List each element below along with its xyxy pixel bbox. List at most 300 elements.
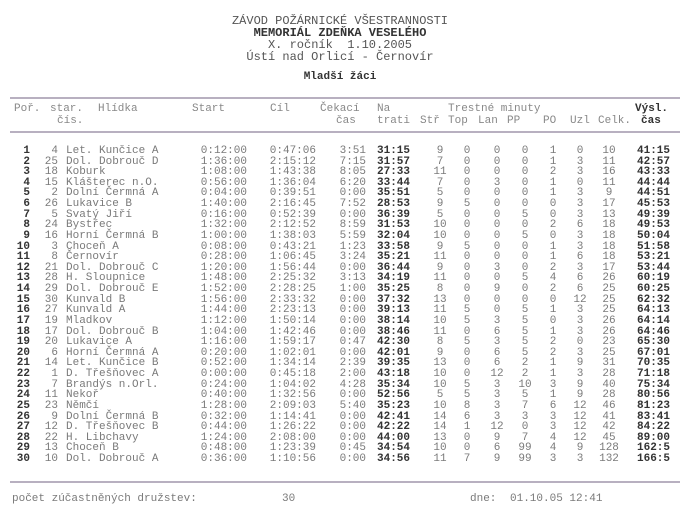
track-time: 35:51 [377,187,411,200]
team-name: Kunvald A [66,304,126,317]
col-na: Na [377,103,391,115]
finish-time: 1:34:14 [269,357,316,370]
penalty-top: 8 [463,399,471,412]
waiting-time: 0:00 [339,293,366,306]
start-number: 10 [44,452,58,465]
track-time: 38:14 [377,314,411,327]
finish-time: 1:06:45 [269,251,316,264]
start-time: 1:04:00 [200,325,247,338]
waiting-time: 2:39 [339,357,366,370]
result-time: 89:00 [637,431,671,444]
track-time: 27:33 [377,166,411,179]
track-time: 37:32 [377,293,411,306]
track-time: 38:46 [377,325,411,338]
penalty-lan: 6 [493,357,501,370]
penalty-pp: 7 [521,431,529,444]
col-pp: PP [507,115,521,127]
penalty-lan: 0 [493,166,501,179]
penalty-uzl: 9 [576,442,584,455]
col-str: Stř [420,115,440,127]
finish-time: 1:02:01 [269,346,316,359]
start-time: 0:36:00 [200,452,247,465]
penalty-po: 0 [549,314,557,327]
team-name: Klášterec n.O. [66,176,159,189]
penalty-str: 5 [436,389,444,402]
col-star: star. [50,103,84,115]
penalty-total: 9 [605,187,613,200]
waiting-time: 3:24 [339,251,366,264]
waiting-time: 0:00 [339,208,366,221]
finish-time: 1:32:56 [269,389,316,402]
penalty-po: 2 [549,283,557,296]
track-time: 43:18 [377,368,411,381]
result-time: 64:46 [637,325,671,338]
start-number: 21 [44,261,58,274]
rank: 9 [23,229,30,242]
rank: 2 [23,155,30,168]
penalty-uzl: 3 [576,155,584,168]
start-time: 1:28:00 [200,399,247,412]
rank: 17 [16,314,30,327]
team-name: Lukavice A [66,336,133,349]
penalty-top: 5 [463,240,471,253]
result-time: 43:33 [637,166,671,179]
penalty-total: 18 [602,240,616,253]
team-name: Koburk [66,166,106,179]
start-time: 0:04:00 [200,187,247,200]
finish-time: 0:52:39 [269,208,316,221]
result-time: 62:32 [637,293,671,306]
start-time: 1:32:00 [200,219,247,232]
team-name: Horní Čermná A [66,346,159,359]
track-time: 32:04 [377,229,411,242]
penalty-str: 9 [436,240,444,253]
penalty-str: 9 [436,346,444,359]
penalty-lan: 3 [493,399,501,412]
waiting-time: 8:05 [339,166,366,179]
penalty-str: 13 [433,357,447,370]
penalty-top: 0 [463,166,471,179]
penalty-po: 1 [549,155,557,168]
col-por: Poř. [14,103,41,115]
start-time: 1:00:00 [200,229,247,242]
penalty-total: 46 [602,399,616,412]
team-name: Dolní Čermná A [66,187,159,200]
penalty-top: 7 [463,452,471,465]
penalty-pp: 5 [521,272,529,285]
penalty-str: 11 [433,272,447,285]
penalty-top: 0 [463,219,471,232]
penalty-total: 25 [602,346,616,359]
penalty-str: 10 [433,229,447,242]
penalty-str: 10 [433,378,447,391]
finish-time: 1:59:17 [269,336,316,349]
penalty-total: 26 [602,314,616,327]
penalty-total: 42 [602,421,616,434]
penalty-str: 14 [433,410,447,423]
waiting-time: 0:47 [339,336,366,349]
finish-time: 1:26:22 [269,421,316,434]
penalty-uzl: 0 [576,336,584,349]
track-time: 52:56 [377,389,411,402]
result-time: 44:51 [637,187,671,200]
start-number: 1 [51,368,58,381]
penalty-pp: 0 [521,219,529,232]
penalty-str: 10 [433,399,447,412]
waiting-time: 0:00 [339,187,366,200]
penalty-str: 11 [433,452,447,465]
track-time: 39:35 [377,357,411,370]
penalty-lan: 0 [493,240,501,253]
penalty-pp: 5 [521,336,529,349]
result-time: 60:19 [637,272,671,285]
penalty-total: 23 [602,336,616,349]
penalty-total: 17 [602,261,616,274]
start-time: 1:44:00 [200,304,247,317]
start-number: 2 [51,187,58,200]
penalty-top: 0 [463,261,471,274]
rank: 26 [16,410,30,423]
start-time: 1:08:00 [200,166,247,179]
start-number: 30 [44,293,58,306]
penalty-pp: 5 [521,314,529,327]
team-name: H. Sloupnice [66,272,146,285]
finish-time: 1:56:44 [269,261,316,274]
team-name: Brandýs n.Orl. [66,378,159,391]
penalty-str: 5 [436,187,444,200]
penalty-total: 10 [602,145,616,157]
rank: 21 [16,357,30,370]
result-time: 51:58 [637,240,671,253]
penalty-lan: 0 [493,304,501,317]
penalty-uzl: 3 [576,208,584,221]
col-start: Start [192,103,226,115]
start-number: 5 [51,208,58,221]
result-time: 166:5 [637,452,671,465]
result-time: 53:44 [637,261,671,274]
penalty-total: 31 [602,357,616,370]
waiting-time: 5:40 [339,399,366,412]
track-time: 33:58 [377,240,411,253]
finish-time: 2:33:32 [269,293,316,306]
waiting-time: 2:00 [339,368,366,381]
start-number: 18 [44,166,58,179]
penalty-po: 2 [549,261,557,274]
header-bottom-rule [10,131,680,133]
finish-time: 0:43:21 [269,240,316,253]
penalty-uzl: 3 [576,240,584,253]
result-time: 83:41 [637,410,671,423]
penalty-uzl: 9 [576,389,584,402]
result-time: 64:14 [637,314,671,327]
penalty-lan: 0 [493,293,501,306]
penalty-uzl: 12 [573,431,587,444]
rank: 8 [23,219,30,232]
penalty-po: 1 [549,368,557,381]
col-hlidka: Hlídka [98,103,138,115]
rank: 3 [23,166,30,179]
penalty-lan: 3 [493,314,501,327]
penalty-po: 2 [549,336,557,349]
start-number: 8 [51,251,58,264]
finish-time: 2:12:52 [269,219,316,232]
penalty-po: 4 [549,431,557,444]
track-time: 34:54 [377,442,411,455]
penalty-po: 1 [549,145,557,157]
penalty-uzl: 3 [576,187,584,200]
penalty-po: 3 [549,421,557,434]
penalty-top: 5 [463,336,471,349]
penalty-pp: 10 [518,378,532,391]
penalty-str: 13 [433,293,447,306]
penalty-total: 11 [602,176,616,189]
track-time: 39:13 [377,304,411,317]
start-number: 12 [44,421,58,434]
rank: 20 [16,346,30,359]
team-name: Dol. Dobrouč E [66,283,159,296]
penalty-uzl: 9 [576,378,584,391]
penalty-po: 2 [549,219,557,232]
start-time: 1:52:00 [200,283,247,296]
waiting-time: 3:13 [339,272,366,285]
team-name: Černovír [66,251,119,264]
penalty-lan: 0 [493,272,501,285]
penalty-lan: 3 [493,389,501,402]
col-vysl: Výsl. [635,103,669,115]
penalty-uzl: 12 [573,399,587,412]
penalty-str: 10 [433,442,447,455]
start-number: 14 [44,357,58,370]
finish-time: 2:16:45 [269,198,316,211]
penalty-uzl: 3 [576,304,584,317]
penalty-pp: 0 [521,187,529,200]
penalty-top: 0 [463,293,471,306]
penalty-str: 10 [433,219,447,232]
penalty-top: 0 [463,229,471,242]
col-cekaci: Čekací [320,103,360,115]
col-uzl: Uzl [570,115,590,127]
track-time: 31:53 [377,219,411,232]
penalty-str: 11 [433,166,447,179]
start-time: 0:24:00 [200,378,247,391]
waiting-time: 0:00 [339,431,366,444]
waiting-time: 0:00 [339,389,366,402]
waiting-time: 0:00 [339,452,366,465]
waiting-time: 1:00 [339,283,366,296]
team-name: Mladkov [66,314,113,327]
start-time: 1:48:00 [200,272,247,285]
penalty-top: 0 [463,208,471,221]
penalty-lan: 3 [493,378,501,391]
penalty-lan: 6 [493,442,501,455]
penalty-pp: 7 [521,399,529,412]
col-top: Top [448,115,468,127]
penalty-pp: 2 [521,357,529,370]
waiting-time: 0:00 [339,304,366,317]
waiting-time: 7:15 [339,155,366,168]
rank: 30 [16,452,30,465]
track-time: 31:15 [377,145,411,157]
result-time: 84:22 [637,421,671,434]
start-number: 27 [44,304,58,317]
penalty-po: 4 [549,272,557,285]
track-time: 35:25 [377,283,411,296]
penalty-pp: 0 [521,145,529,157]
waiting-time: 0:00 [339,410,366,423]
penalty-lan: 3 [493,410,501,423]
penalty-lan: 12 [490,368,504,381]
penalty-top: 0 [463,187,471,200]
penalty-total: 28 [602,368,616,381]
start-time: 1:16:00 [200,336,247,349]
penalty-lan: 0 [493,145,501,157]
penalty-po: 1 [549,251,557,264]
track-time: 42:30 [377,336,411,349]
result-time: 71:18 [637,368,671,381]
start-time: 1:24:00 [200,431,247,444]
start-time: 0:12:00 [200,145,247,157]
start-number: 23 [44,399,58,412]
penalty-top: 5 [463,378,471,391]
result-time: 42:57 [637,155,671,168]
rank: 1 [23,145,30,157]
waiting-time: 5:59 [339,229,366,242]
rank: 13 [16,272,30,285]
penalty-top: 0 [463,431,471,444]
start-time: 0:16:00 [200,208,247,221]
penalty-uzl: 6 [576,251,584,264]
finish-time: 1:50:14 [269,314,316,327]
penalty-top: 5 [463,314,471,327]
penalty-uzl: 12 [573,421,587,434]
penalty-pp: 0 [521,176,529,189]
penalty-total: 25 [602,304,616,317]
start-time: 1:40:00 [200,198,247,211]
penalty-pp: 5 [521,389,529,402]
track-time: 33:44 [377,176,411,189]
start-time: 0:00:00 [200,368,247,381]
penalty-lan: 3 [493,261,501,274]
start-number: 19 [44,314,58,327]
result-time: 75:34 [637,378,671,391]
start-time: 0:28:00 [200,251,247,264]
col-na-trati: trati [377,115,411,127]
finish-time: 0:45:18 [269,368,316,381]
rank: 27 [16,421,30,434]
penalty-uzl: 3 [576,198,584,211]
finish-time: 2:09:03 [269,399,316,412]
team-name: Horní Čermná B [66,229,159,242]
start-time: 0:52:00 [200,357,247,370]
rank: 15 [16,293,30,306]
penalty-pp: 99 [518,452,532,465]
penalty-top: 0 [463,346,471,359]
rank: 11 [16,251,30,264]
waiting-time: 6:20 [339,176,366,189]
penalty-total: 26 [602,325,616,338]
penalty-top: 5 [463,198,471,211]
penalty-uzl: 3 [576,261,584,274]
penalty-po: 3 [549,410,557,423]
start-number: 13 [44,442,58,455]
penalty-top: 0 [463,176,471,189]
penalty-uzl: 6 [576,219,584,232]
penalty-pp: 0 [521,283,529,296]
penalty-total: 45 [602,431,616,444]
start-number: 6 [51,346,58,359]
penalty-uzl: 6 [576,272,584,285]
penalty-top: 5 [463,304,471,317]
penalty-pp: 5 [521,325,529,338]
date-label: dne: [470,493,497,505]
finish-time: 1:42:46 [269,325,316,338]
penalty-uzl: 3 [576,368,584,381]
track-time: 42:41 [377,410,411,423]
col-cis: čís. [57,115,84,127]
penalty-total: 13 [602,208,616,221]
penalty-po: 6 [549,399,557,412]
finish-time: 2:08:00 [269,431,316,444]
penalty-total: 11 [602,155,616,168]
rank: 5 [23,187,30,200]
track-time: 36:44 [377,261,411,274]
penalty-pp: 0 [521,166,529,179]
penalty-total: 25 [602,293,616,306]
penalty-uzl: 3 [576,325,584,338]
team-name: D. Třešňovec A [66,368,159,381]
waiting-time: 0:45 [339,442,366,455]
penalty-uzl: 6 [576,283,584,296]
team-name: Svatý Jiří [66,208,133,221]
rank: 10 [16,240,30,253]
result-time: 44:44 [637,176,671,189]
penalty-top: 0 [463,155,471,168]
finish-time: 2:25:32 [269,272,316,285]
penalty-pp: 2 [521,368,529,381]
waiting-time: 0:00 [339,346,366,359]
penalty-total: 17 [602,198,616,211]
penalty-uzl: 3 [576,346,584,359]
date-value: 01.10.05 12:41 [510,493,603,505]
start-number: 25 [44,155,58,168]
team-name: Choceň A [66,240,119,253]
result-time: 53:21 [637,251,671,264]
team-name: Let. Kunčice A [66,145,159,157]
penalty-pp: 5 [521,346,529,359]
result-time: 81:23 [637,399,671,412]
penalty-top: 0 [463,442,471,455]
track-time: 28:53 [377,198,411,211]
team-name: H. Libchavy [66,431,139,444]
start-number: 16 [44,229,58,242]
result-time: 60:25 [637,283,671,296]
rank: 24 [16,389,30,402]
penalty-lan: 0 [493,251,501,264]
start-time: 0:20:00 [200,346,247,359]
start-number: 9 [51,410,58,423]
penalty-pp: 3 [521,410,529,423]
start-time: 0:32:00 [200,410,247,423]
col-cil: Cíl [270,103,290,115]
team-count-label: počet zúčastněných družstev: [12,493,197,505]
rank: 25 [16,399,30,412]
start-number: 24 [44,219,58,232]
waiting-time: 3:51 [339,145,366,157]
penalty-lan: 0 [493,229,501,242]
penalty-po: 0 [549,198,557,211]
penalty-str: 11 [433,304,447,317]
penalty-po: 1 [549,357,557,370]
